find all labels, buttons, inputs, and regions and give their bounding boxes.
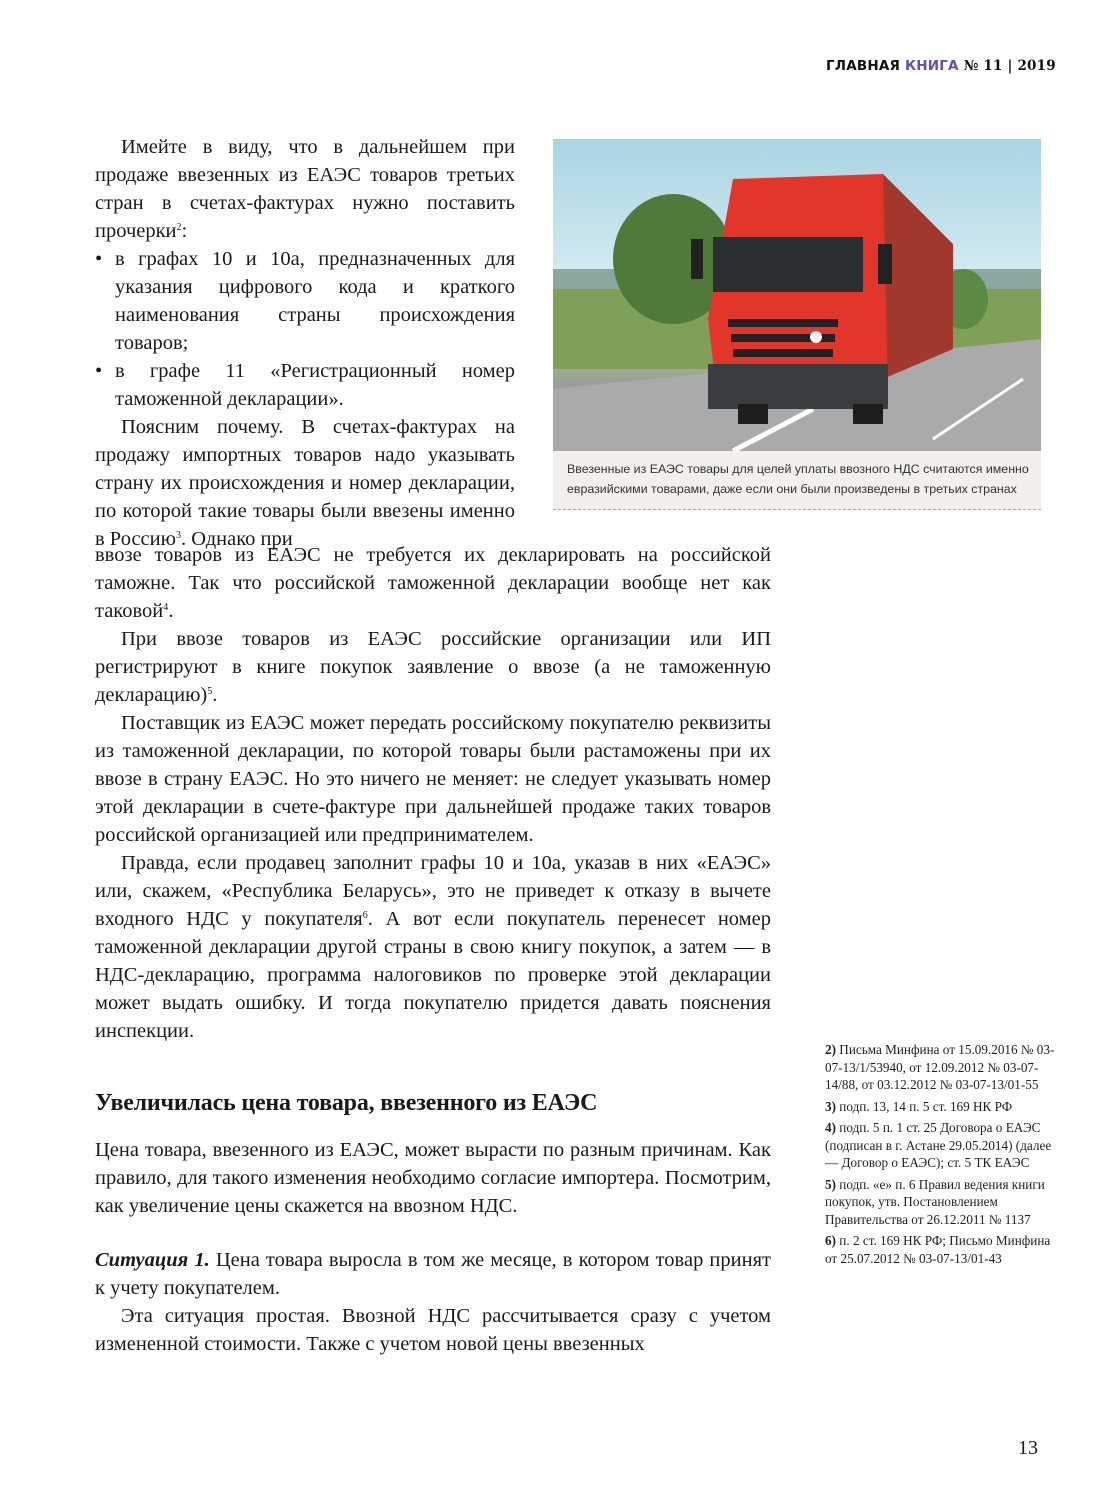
- magazine-header: [826, 58, 1056, 74]
- page-number: 13: [1018, 1437, 1038, 1459]
- paragraph: Поставщик из ЕАЭС может передать российскому покупателю реквизиты из таможенной декларации, по которой товары были растаможены при их ввозе в страну ЕАЭС. Но это ничего не меняет: не следует указывать номер этой декларации в счете-фактуре при дальнейшей продаже таких товаров российской организацией или предпринимателем.: [95, 712, 771, 846]
- section-body: [95, 1136, 771, 1358]
- footnote-item: 2) Письма Минфина от 15.09.2016 № 03-07-13/1/53940, от 12.09.2012 № 03-07-14/88, от 03.12.2012 № 03-07-13/01-55: [825, 1042, 1055, 1092]
- figure-caption: Ввезенные из ЕАЭС товары для целей уплаты ввозного НДС считаются именно евразийскими товарами, даже если они были произведены в третьих странах: [553, 451, 1041, 510]
- footnote-number: 6): [825, 1233, 836, 1248]
- narrow-text-column: [95, 133, 515, 553]
- paragraph: При ввозе товаров из ЕАЭС российские организации или ИП регистрируют в книге покупок заявление о ввозе (а не таможенную декларацию)$^5$.: [95, 628, 771, 706]
- wide-text-column: [95, 541, 771, 1045]
- footnote-item: 6) п. 2 ст. 169 НК РФ; Письмо Минфина от 25.07.2012 № 03-07-13/01-43: [825, 1233, 1051, 1266]
- footnote-number: 5): [825, 1176, 836, 1192]
- footnote-item: 3) подп. 13, 14 п. 5 ст. 169 НК РФ: [825, 1098, 1013, 1114]
- section-heading: Увеличилась цена товара, ввезенного из ЕАЭС: [95, 1090, 598, 1116]
- figure: [553, 139, 1041, 510]
- footnote-ref[interactable]: 4: [163, 602, 169, 613]
- bullet-icon: •: [95, 360, 103, 382]
- section-intro: Цена товара, ввезенного из ЕАЭС, может вырасти по разным причинам. Как правило, для такого изменения необходимо согласие импортера. Посмотрим, как увеличение цены скажется на ввозном НДС.: [95, 1139, 771, 1217]
- footnote-ref[interactable]: 5: [207, 686, 213, 697]
- situation-paragraph: Ситуация 1. Цена товара выросла в том же месяце, в котором товар принят к учету покупателем.: [95, 1249, 771, 1299]
- bullet-icon: •: [95, 248, 103, 270]
- footnote-ref[interactable]: 3: [175, 530, 181, 541]
- continued-paragraph: ввозе товаров из ЕАЭС не требуется их декларировать на российской таможне. Так что российской таможенной декларации вообще нет как таковой$^4$.: [95, 544, 771, 622]
- truck-photo: [553, 139, 1041, 451]
- footnote-item: 5) подп. «е» п. 6 Правил ведения книги покупок, утв. Постановлением Правительства от 26.12.2011 № 1137: [825, 1176, 1045, 1227]
- intro-paragraph: Имейте в виду, что в дальнейшем при продаже ввезенных из ЕАЭС товаров третьих стран в счетах-фактурах нужно поставить прочерки$^2$:: [95, 136, 515, 242]
- explain-paragraph: Поясним почему. В счетах-фактурах на продажу импортных товаров надо указывать страну их происхождения и номер декларации, по которой такие товары были ввезены именно в Россию$^3$. Однако при: [95, 416, 515, 550]
- footnote-number: 3): [825, 1098, 836, 1114]
- footnote-item: 4) подп. 5 п. 1 ст. 25 Договора о ЕАЭС (подписан в г. Астане 29.05.2014) (далее — Договор о ЕАЭС); ст. 5 ТК ЕАЭС: [825, 1120, 1052, 1170]
- situation-label: Ситуация 1.: [95, 1249, 210, 1271]
- bullet-item: • в графе 11 «Регистрационный номер таможенной декларации».: [95, 357, 515, 413]
- bullet-item: • в графах 10 и 10а, предназначенных для указания цифрового кода и краткого наименования страны происхождения товаров;: [95, 245, 515, 357]
- footnote-ref[interactable]: 2: [176, 222, 182, 233]
- footnotes-sidebar: [825, 1041, 1055, 1271]
- brand-name-part1: ГЛАВНАЯ: [826, 58, 905, 74]
- footnote-number: 2): [825, 1042, 836, 1057]
- bullet-list: [95, 245, 515, 413]
- paragraph: Эта ситуация простая. Ввозной НДС рассчитывается сразу с учетом измененной стоимости. Также с учетом новой цены ввезенных: [95, 1305, 771, 1355]
- issue-number: № 11 | 2019: [958, 58, 1056, 74]
- paragraph: Правда, если продавец заполнит графы 10 и 10а, указав в них «ЕАЭС» или, скажем, «Республика Беларусь», это не приведет к отказу в вычете входного НДС у покупателя$^6$. А вот если покупатель перенесет номер таможенной декларации другой страны в свою книгу покупок, а затем — в НДС-декларацию, программа налоговиков по проверке этой декларации может выдать ошибку. И тогда покупателю придется давать пояснения инспекции.: [95, 852, 771, 1042]
- brand-name-part2: КНИГА: [905, 58, 959, 74]
- footnote-number: 4): [825, 1120, 836, 1135]
- footnote-ref[interactable]: 6: [362, 910, 368, 921]
- truck-image-icon: [553, 139, 1041, 451]
